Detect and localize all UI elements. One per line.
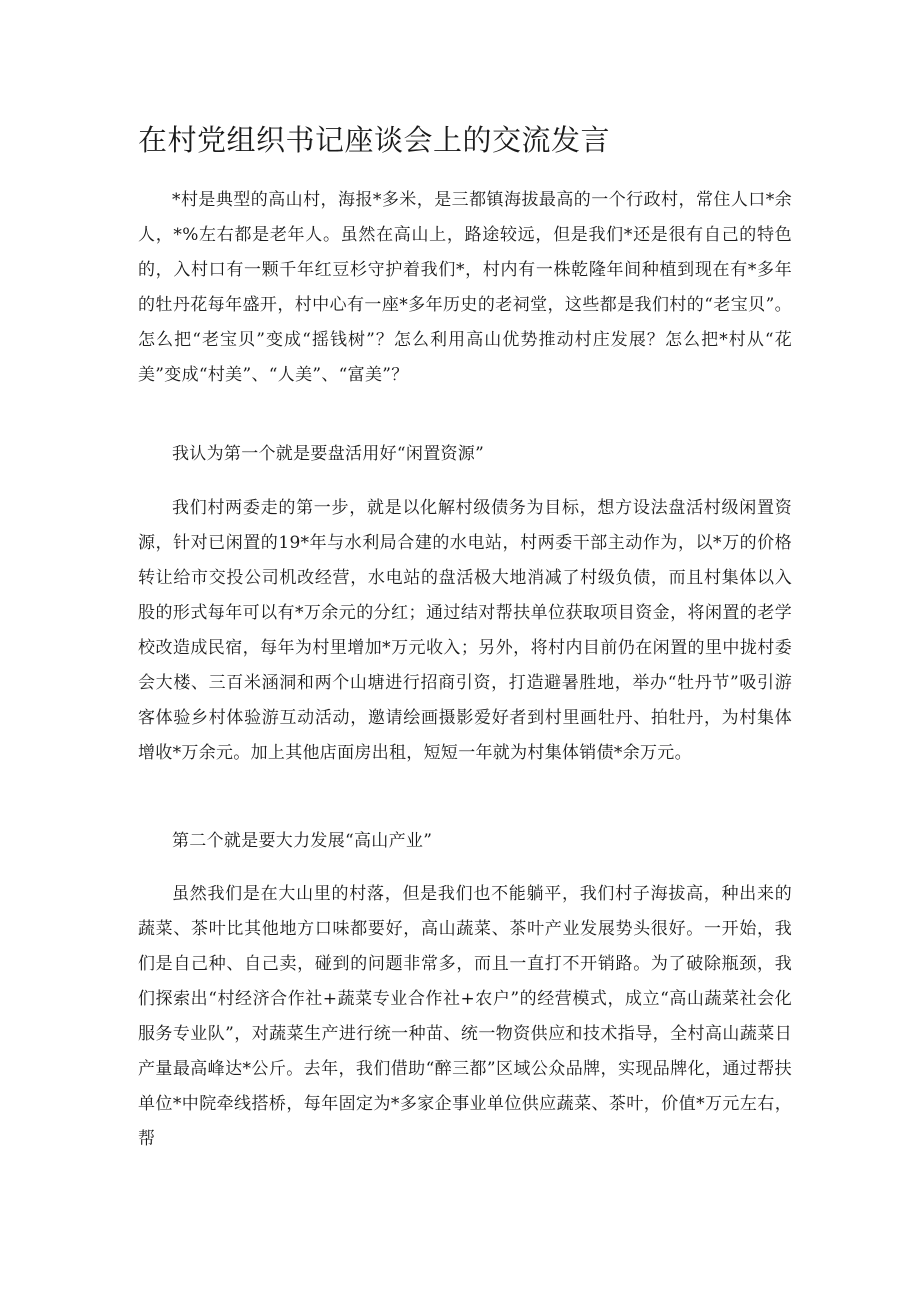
paragraph-idle-resources: 我们村两委走的第一步，就是以化解村级债务为目标，想方设法盘活村级闲置资源，针对已闲置的19*年与水利局合建的水电站，村两委干部主动作为，以*万的价格转让给市交投公司机改经营，水电站的盘活极大地消减了村级负债，而且村集体以入股的形式每年可以有*万余元的分红；通过结对帮扶单位获取项目资金，将闲置的老学校改造成民宿，每年为村里增加*万元收入；另外，将村内目前仍在闲置的里中拢村委会大楼、三百米涵洞和两个山塘进行招商引资，打造避暑胜地，举办“牡丹节”吸引游客体验乡村体验游互动活动，邀请绘画摄影爱好者到村里画牡丹、拍牡丹，为村集体增收*万余元。加上其他店面房出租，短短一年就为村集体销债*余万元。 (138, 498, 792, 763)
section-heading-highland-industry: 第二个就是要大力发展“高山产业” (172, 831, 433, 851)
section-heading-idle-resources: 我认为第一个就是要盘活用好“闲置资源” (172, 444, 485, 464)
paragraph-highland-industry: 虽然我们是在大山里的村落，但是我们也不能躺平，我们村子海拔高，种出来的蔬菜、茶叶比其他地方口味都要好，高山蔬菜、茶叶产业发展势头很好。一开始，我们是自己种、自己卖，碰到的问题非常多，而且一直打不开销路。为了破除瓶颈，我们探索出“村经济合作社+蔬菜专业合作社+农户”的经营模式，成立“高山蔬菜社会化服务专业队”，对蔬菜生产进行统一种苗、统一物资供应和技术指导，全村高山蔬菜日产量最高峰达*公斤。去年，我们借助“醉三都”区域公众品牌，实现品牌化，通过帮扶单位*中院牵线搭桥，每年固定为*多家企事业单位供应蔬菜、茶叶，价值*万元左右，帮 (138, 884, 792, 1149)
paragraph-intro: *村是典型的高山村，海报*多米，是三都镇海拔最高的一个行政村，常住人口*余人，*%左右都是老年人。虽然在高山上，路途较远，但是我们*还是很有自己的特色的，入村口有一颗千年红豆杉守护着我们*，村内有一株乾隆年间种植到现在有*多年的牡丹花每年盛开，村中心有一座*多年历史的老祠堂，这些都是我们村的“老宝贝”。怎么把“老宝贝”变成“摇钱树”？怎么利用高山优势推动村庄发展？怎么把*村从“花美”变成“村美”、“人美”、“富美”？ (138, 190, 792, 385)
document-title: 在村党组织书记座谈会上的交流发言 (138, 123, 611, 157)
